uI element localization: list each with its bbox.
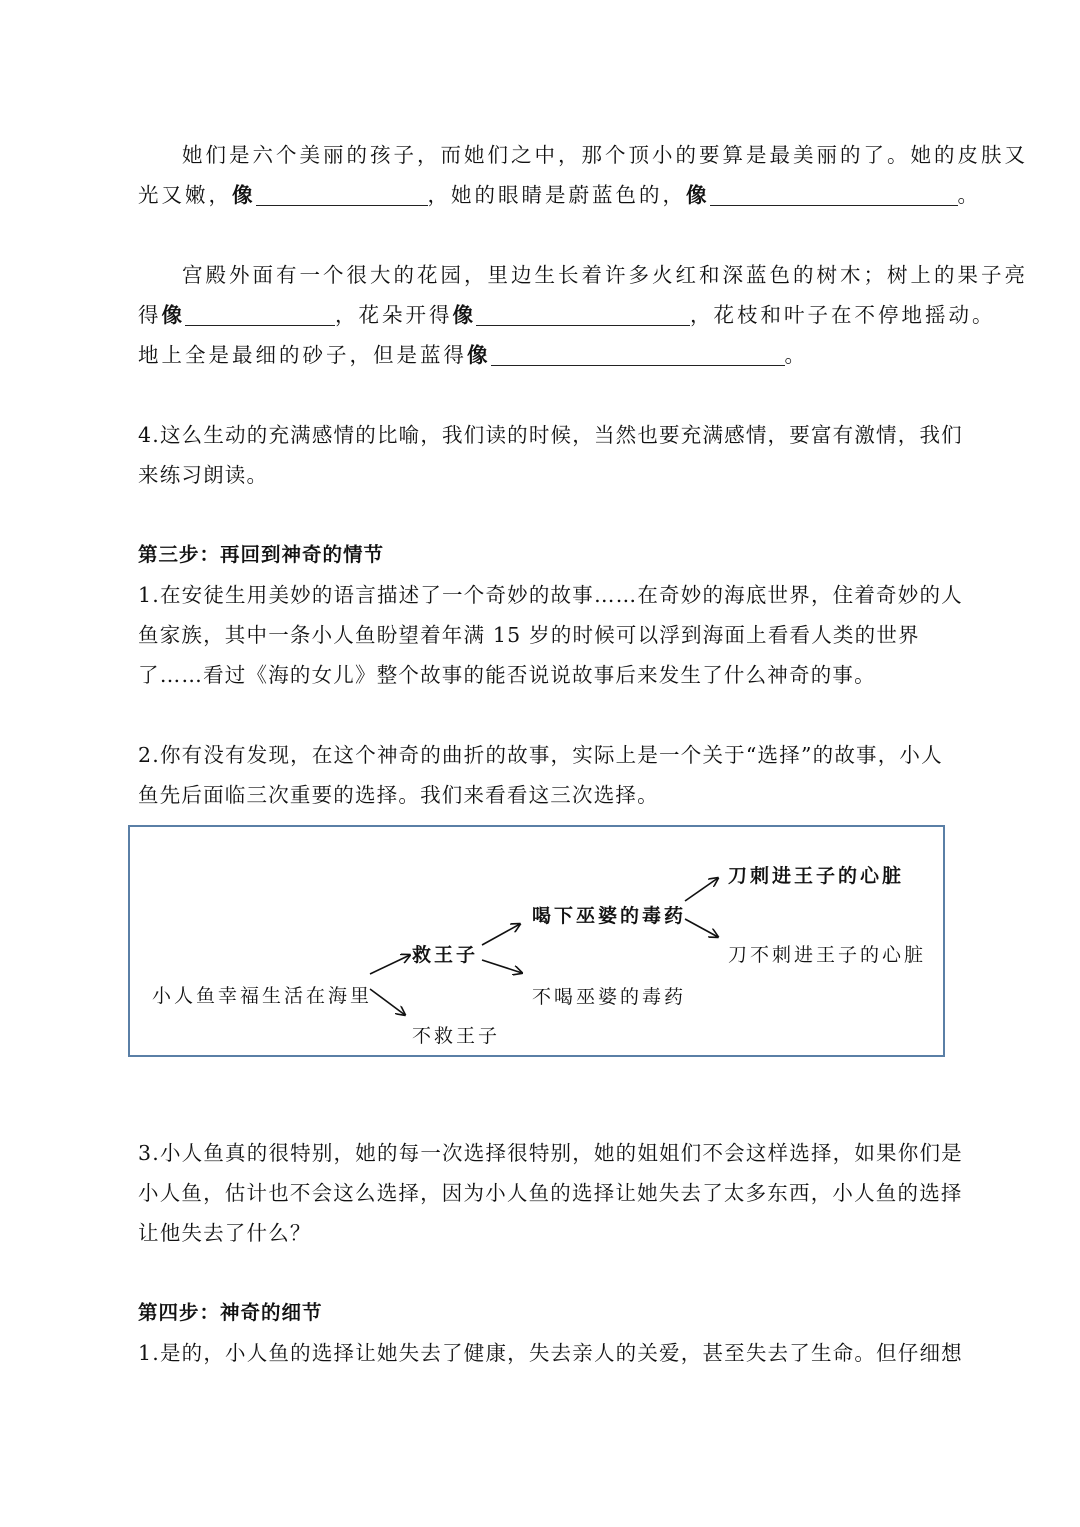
item3-line1: 3.小人鱼真的很特别，她的每一次选择很特别，她的姐姐们不会这样选择，如果你们是 — [138, 1141, 963, 1165]
para1-line2-end: 。 — [957, 183, 981, 207]
para2-line1: 宫殿外面有一个很大的花园，里边生长着许多火红和深蓝色的树木；树上的果子亮 — [182, 263, 1028, 287]
arrow-root-to-not-save — [370, 989, 405, 1015]
arrow-save-to-drink — [482, 924, 520, 945]
para1-line2-start: 光又嫩， — [138, 183, 232, 207]
arrow-root-to-save — [370, 955, 410, 974]
xiang-label-5: 像 — [467, 343, 491, 367]
node-drink-potion: 喝下巫婆的毒药 — [532, 905, 687, 927]
para2-line3 — [138, 335, 958, 375]
para1-line2-mid: ，她的眼睛是蔚蓝色的， — [427, 183, 686, 207]
para1-line1: 她们是六个美丽的孩子，而她们之中，那个顶小的要算是最美丽的了。她的皮肤又 — [182, 143, 1028, 167]
node-save-prince: 救王子 — [412, 944, 479, 966]
item3-line2: 小人鱼，估计也不会这么选择，因为小人鱼的选择让她失去了太多东西，小人鱼的选择 — [138, 1181, 963, 1205]
step3-p1-line2: 鱼家族，其中一条小人鱼盼望着年满 15 岁的时候可以浮到海面上看看人类的世界 — [138, 623, 920, 647]
node-not-drink-potion: 不喝巫婆的毒药 — [532, 986, 687, 1008]
node-stab-heart: 刀刺进王子的心脏 — [728, 865, 905, 887]
fill-blank-5[interactable] — [491, 337, 785, 366]
item4-line1: 4.这么生动的充满感情的比喻，我们读的时候，当然也要充满感情，要富有激情，我们 — [138, 423, 963, 447]
xiang-label-1: 像 — [232, 183, 256, 207]
step3-heading: 第三步：再回到神奇的情节 — [138, 543, 385, 566]
para2-line3-start: 地上全是最细的砂子，但是蓝得 — [138, 343, 467, 367]
node-root: 小人鱼幸福生活在海里 — [152, 985, 373, 1007]
fill-blank-3[interactable] — [185, 297, 335, 326]
step3-p2-line2: 鱼先后面临三次重要的选择。我们来看看这三次选择。 — [138, 783, 659, 807]
step3-p1-line1: 1.在安徒生用美妙的语言描述了一个奇妙的故事……在奇妙的海底世界，住着奇妙的人 — [138, 583, 963, 607]
fill-blank-4[interactable] — [476, 297, 690, 326]
item4-line2: 来练习朗读。 — [138, 463, 269, 487]
xiang-label-4: 像 — [452, 303, 476, 327]
node-not-stab-heart: 刀不刺进王子的心脏 — [728, 944, 927, 966]
arrow-drink-to-not-stab — [685, 919, 718, 937]
para2-line2 — [138, 295, 996, 335]
node-not-save-prince: 不救王子 — [412, 1025, 501, 1047]
step3-p1-line3: 了……看过《海的女儿》整个故事的能否说说故事后来发生了什么神奇的事。 — [138, 663, 876, 687]
para2-line2-end: ，花枝和叶子在不停地摇动。 — [690, 303, 996, 327]
item3-line3: 让他失去了什么？ — [138, 1221, 312, 1245]
para2-line3-end: 。 — [784, 343, 808, 367]
choice-diagram — [128, 825, 945, 1057]
arrow-drink-to-stab — [685, 878, 718, 901]
para1-line2 — [138, 175, 981, 215]
step4-p1-line1: 1.是的，小人鱼的选择让她失去了健康，失去亲人的关爱，甚至失去了生命。但仔细想 — [138, 1341, 963, 1365]
fill-blank-2[interactable] — [710, 177, 958, 206]
step3-p2-line1: 2.你有没有发现，在这个神奇的曲折的故事，实际上是一个关于“选择”的故事，小人 — [138, 743, 943, 767]
arrow-save-to-not-drink — [482, 960, 522, 973]
xiang-label-3: 像 — [161, 303, 185, 327]
fill-blank-1[interactable] — [256, 177, 428, 206]
step4-heading: 第四步：神奇的细节 — [138, 1301, 323, 1324]
para2-line2-mid: ，花朵开得 — [335, 303, 453, 327]
para2-line2-start: 得 — [138, 303, 162, 327]
xiang-label-2: 像 — [686, 183, 710, 207]
